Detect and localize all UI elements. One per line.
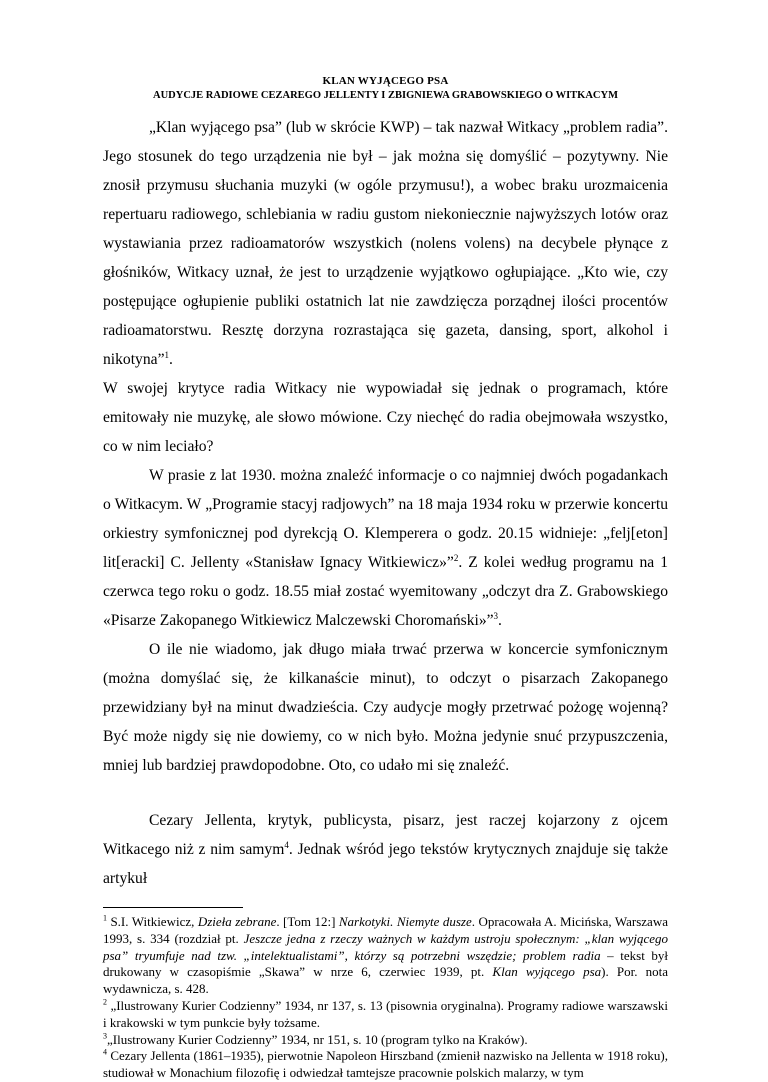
paragraph-2: W swojej krytyce radia Witkacy nie wypowiadał się jednak o programach, które emitowały nie muzykę, ale słowo mówione. Czy niechęć do radia obejmowała wszystko, co w nim leciało? (103, 380, 668, 455)
document-subtitle: AUDYCJE RADIOWE CEZAREGO JELLENTY I ZBIGNIEWA GRABOWSKIEGO O WITKACYM (153, 90, 618, 101)
document-title: KLAN WYJĄCEGO PSA (322, 75, 449, 87)
document-page (103, 74, 668, 1082)
footnote-1: $^1$ S.I. Witkiewicz, Dzieła zebrane. [Tom 12:] Narkotyki. Niemyte dusze. Opracowała A. Micińska, Warszawa 1993, s. 334 (rozdział pt. Jeszcze jedna z rzeczy ważnych w każdym ustroju społecznym: „klan wyjącego psa” tryumfuje nad tzw. „intelektualistami”, którzy są potrzebni wszędzie; problem radia – tekst był drukowany w czasopiśmie „Skawa” w nrze 6, czerwiec 1939, pt. Klan wyjącego psa). Por. nota wydawnicza, s. 428. (103, 913, 668, 997)
footnote-3: $^3$„Ilustrowany Kurier Codzienny” 1934, nr 151, s. 10 (program tylko na Kraków). (103, 1031, 528, 1047)
document-body (103, 113, 668, 893)
paragraph-1: „Klan wyjącego psa” (lub w skrócie KWP) – tak nazwał Witkacy „problem radia”. Jego stosunek do tego urządzenia nie był – jak można się domyślić – pozytywny. Nie znosił przymusu słuchania muzyki (w ogóle przymusu!), a wobec braku urozmaicenia repertuaru radiowego, schlebiania w radiu gustom niekoniecznie najwyższych lotów oraz wystawiania przez radioamatorów wszystkich (nolens volens) na decybele płynące z głośników, Witkacy uznał, że jest to urządzenie wyjątkowo ogłupiające. „Kto wie, czy postępujące ogłupienie publiki ostatnich lat nie zawdzięcza porządnej ilości procentów radioamatorstwu. Resztę dorzyna rozrastająca się gazeta, dansing, sport, alkohol i nikotyna”$^1$. (103, 119, 668, 368)
footnote-2: $^2$ „Ilustrowany Kurier Codzienny” 1934, nr 137, s. 13 (pisownia oryginalna). Programy radiowe warszawski i krakowski w tym punkcie były tożsame. (103, 997, 669, 1030)
paragraph-3: W prasie z lat 1930. można znaleźć informacje o co najmniej dwóch pogadankach o Witkacym. W „Programie stacyj radjowych” na 18 maja 1934 roku w przerwie koncertu orkiestry symfonicznej pod dyrekcją O. Klemperera o godz. 20.15 widnieje: „felj[eton] lit[eracki] C. Jellenty «Stanisław Ignacy Witkiewicz»”$^2$. Z kolei według programu na 1 czerwca tego roku o godz. 18.55 miał zostać wyemitowany „odczyt dra Z. Grabowskiego «Pisarze Zakopanego Witkiewicz Malczewski Choromański»”$^3$. (103, 467, 668, 629)
footnotes (103, 914, 668, 1082)
footnote-divider (103, 907, 243, 908)
footnote-4: $^4$ Cezary Jellenta (1861–1935), pierwotnie Napoleon Hirszband (zmienił nazwisko na Jellenta w 1918 roku), studiował w Monachium filozofię i odwiedzał tamtejsze pracownie polskich malarzy, w tym (103, 1048, 669, 1081)
footnote-ref-3[interactable]: 3 (493, 610, 499, 621)
paragraph-4: O ile nie wiadomo, jak długo miała trwać przerwa w koncercie symfonicznym (można domyślać się, że kilkanaście minut), to odczyt o pisarzach Zakopanego przewidziany był na minut dwadzieścia. Czy audycje mogły przetrwać pożogę wojenną? Być może nigdy się nie dowiemy, co w nich było. Można jedynie snuć przypuszczenia, mniej lub bardziej prawdopodobne. Oto, co udało mi się znaleźć. (103, 641, 668, 774)
paragraph-5: Cezary Jellenta, krytyk, publicysta, pisarz, jest raczej kojarzony z ojcem Witkacego niż z nim samym$^4$. Jednak wśród jego tekstów krytycznych znajduje się także artykuł (103, 812, 668, 887)
footnote-ref-1[interactable]: 1 (164, 349, 169, 360)
footnote-ref-4[interactable]: 4 (284, 839, 289, 850)
footnote-ref-2[interactable]: 2 (453, 552, 459, 563)
